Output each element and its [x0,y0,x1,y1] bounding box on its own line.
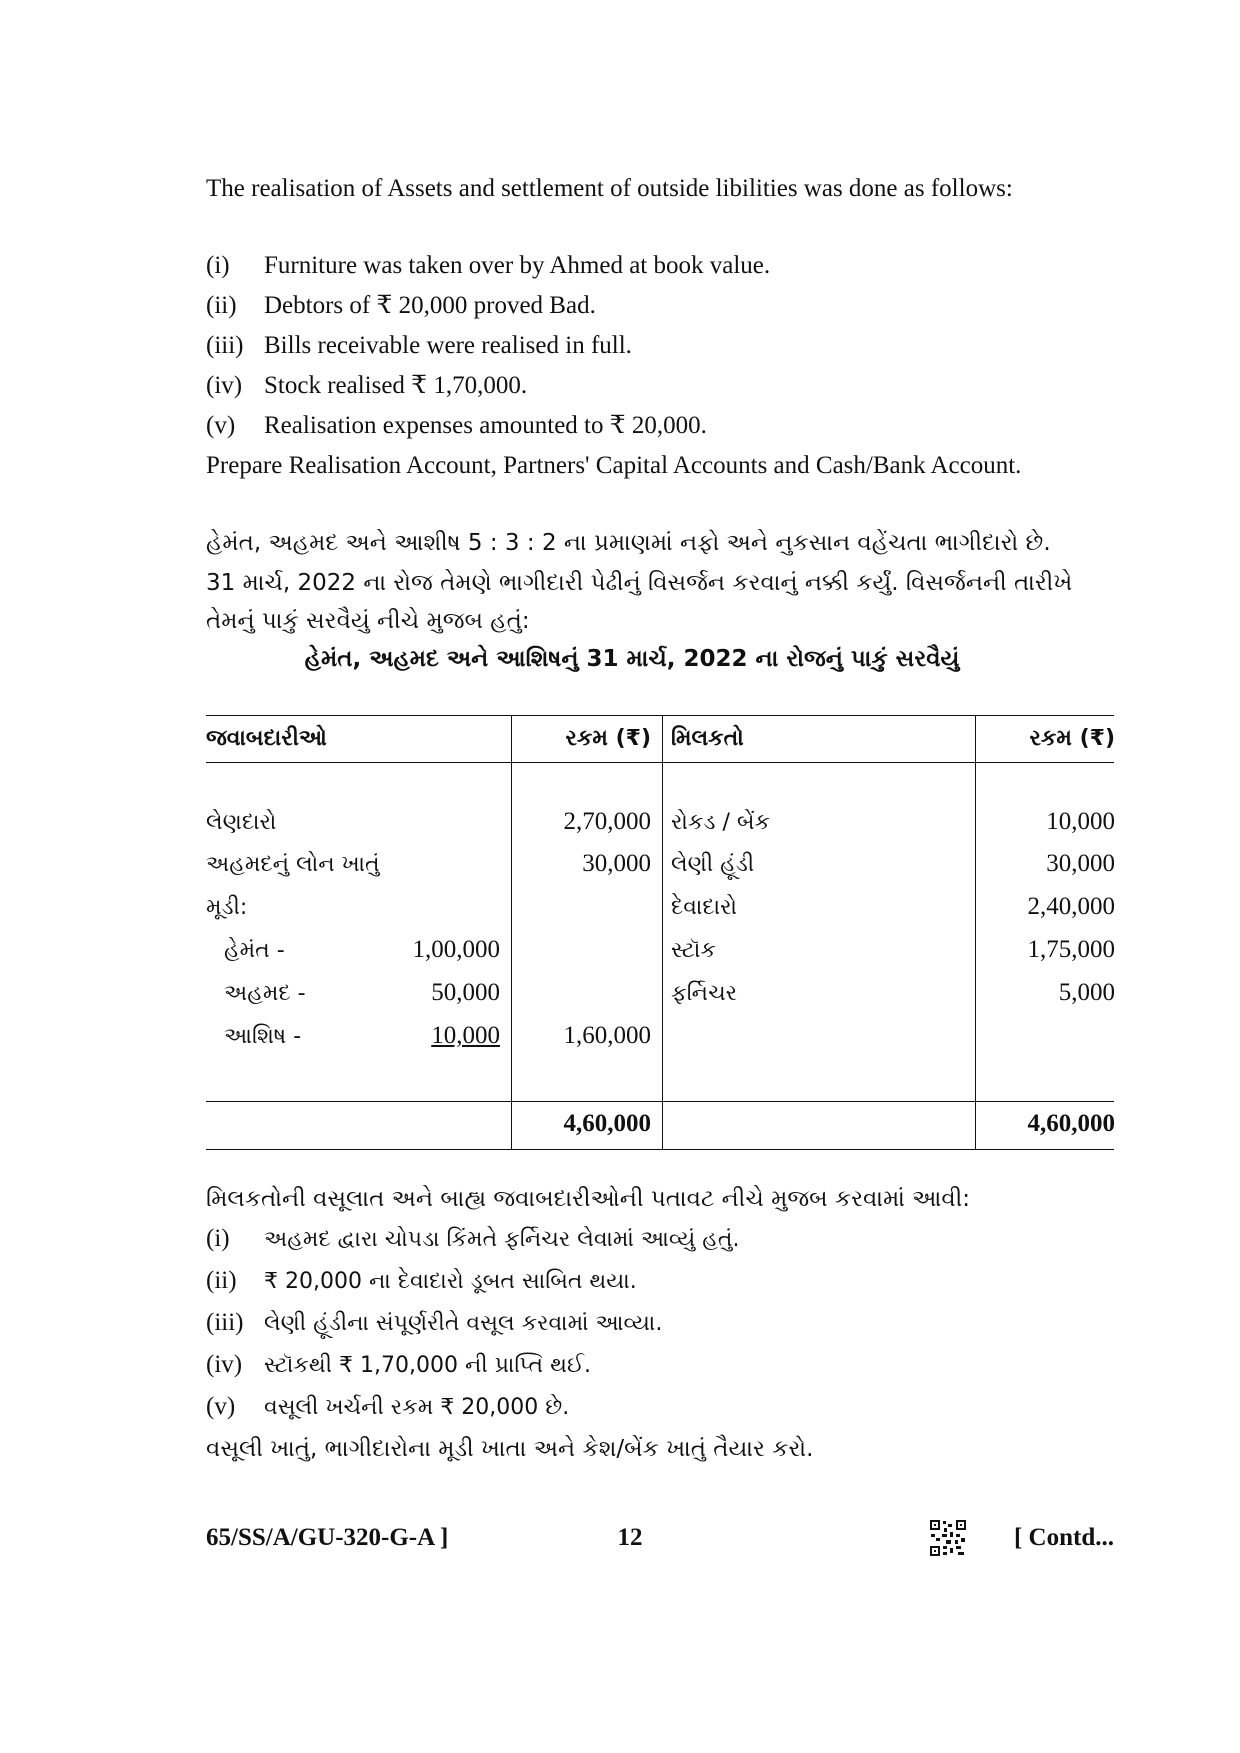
item-text: સ્ટૉકથી ₹ 1,70,000 ની પ્રાપ્તિ થઈ. [264,1353,591,1378]
liability-amount: 30,000 [582,850,651,877]
total-liabilities: 4,60,000 [563,1110,651,1137]
capital-partner-amount [340,1022,500,1050]
capital-partner-label: આશિષ - [224,1024,302,1049]
table-bottom-rule [206,1149,1114,1150]
asset-amount: 5,000 [1058,979,1115,1006]
english-intro: The realisation of Assets and settlement of outside libilities was done as follows: [206,175,1013,202]
asset-amount: 1,75,000 [1027,936,1115,963]
asset-label: સ્ટૉક [671,938,716,963]
page-number: 12 [617,1524,643,1551]
paper-code: 65/SS/A/GU-320-G-A ] [206,1524,449,1551]
item-number: (ii) [206,1267,237,1294]
item-text: Realisation expenses amounted to ₹ 20,000. [264,412,707,439]
gujarati-intro-line-2: 31 માર્ચ, 2022 ના રોજ તેમણે ભાગીદારી પેઢીનું વિસર્જન કરવાનું નક્કી કર્યું. વિસર્જનની તારીખે [206,570,1073,596]
asset-label: દેવાદારો [671,895,737,920]
english-item-1 [206,249,770,283]
total-assets: 4,60,000 [1027,1110,1115,1137]
english-instruction: Prepare Realisation Account, Partners' Capital Accounts and Cash/Bank Account. [206,452,1022,479]
item-text: લેણી હૂંડીના સંપૂર્ણરીતે વસૂલ કરવામાં આવ્યા. [264,1311,663,1336]
english-item-2 [206,289,596,323]
gujarati-intro-line-1: હેમંત, અહમદ અને આશીષ 5 : 3 : 2 ના પ્રમાણમાં નફો અને નુકસાન વહેંચતા ભાગીદારો છે. [206,530,1051,556]
gujarati-item-1 [206,1222,740,1257]
item-number: (v) [206,1393,236,1420]
gujarati-item-4 [206,1348,591,1383]
gujarati-item-3 [206,1306,662,1341]
qr-code-icon [928,1518,968,1558]
item-number: (i) [206,1225,230,1252]
item-number: (ii) [206,292,237,319]
liability-amount: 2,70,000 [563,808,651,835]
asset-amount: 10,000 [1046,808,1115,835]
gujarati-intro-line-3: તેમનું પાકું સરવૈયું નીચે મુજબ હતું: [206,608,530,634]
item-text: Bills receivable were realised in full. [264,332,632,359]
capital-partner-amount: 1,00,000 [412,936,500,963]
item-text: વસૂલી ખર્ચની રકમ ₹ 20,000 છે. [264,1395,570,1420]
gujarati-settlement-intro: મિલકતોની વસૂલાત અને બાહ્ય જવાબદારીઓની પતાવટ નીચે મુજબ કરવામાં આવી: [206,1186,971,1212]
continued-marker: [ Contd... [1013,1524,1114,1551]
table-col-divider [662,715,663,1149]
capital-partner-amount-value: 10,000 [431,1022,500,1049]
gujarati-item-5 [206,1390,569,1425]
item-number: (i) [206,252,230,279]
item-number: (iv) [206,1351,243,1378]
gujarati-instruction: વસૂલી ખાતું, ભાગીદારોના મૂડી ખાતા અને કેશ/બેંક ખાતું તૈયાર કરો. [206,1436,814,1462]
header-amount-assets: રકમ (₹) [1029,726,1115,751]
table-col-divider [511,715,512,1149]
capital-partner-label: હેમંત - [224,938,285,963]
asset-amount: 30,000 [1046,850,1115,877]
item-number: (iii) [206,332,244,359]
header-assets: મિલકતો [671,726,744,751]
english-item-5 [206,409,707,443]
english-item-3 [206,329,632,363]
item-number: (iii) [206,1309,244,1336]
gujarati-item-2 [206,1264,637,1299]
item-number: (iv) [206,372,243,399]
table-col-divider [975,715,976,1149]
english-item-4 [206,369,527,403]
balance-sheet-title: હેમંત, અહમદ અને આશિષનું 31 માર્ચ, 2022 ના રોજનું પાકું સરવૈયું [304,646,960,672]
asset-label: લેણી હૂંડી [671,852,755,877]
capital-partner-amount: 50,000 [431,979,500,1006]
item-number: (v) [206,412,236,439]
liability-label: અહમદનું લોન ખાતું [206,852,380,877]
asset-label: ફર્નિચર [671,981,738,1006]
table-top-rule [206,715,1114,716]
table-total-top-rule [206,1101,1114,1102]
header-amount-liabilities: રકમ (₹) [565,726,651,751]
item-text: Debtors of ₹ 20,000 proved Bad. [264,292,596,319]
asset-amount: 2,40,000 [1027,893,1115,920]
table-header-rule [206,762,1114,763]
capital-total-amount: 1,60,000 [563,1022,651,1049]
item-text: Furniture was taken over by Ahmed at book value. [264,252,771,279]
liability-label: મૂડી: [206,895,248,920]
asset-label: રોકડ / બેંક [671,810,771,835]
header-liabilities: જવાબદારીઓ [206,726,327,751]
item-text: ₹ 20,000 ના દેવાદારો ડૂબત સાબિત થયા. [264,1269,637,1294]
item-text: અહમદ દ્વારા ચોપડા કિંમતે ફર્નિચર લેવામાં આવ્યું હતું. [264,1227,740,1252]
item-text: Stock realised ₹ 1,70,000. [264,372,528,399]
liability-label: લેણદારો [206,810,277,835]
capital-partner-label: અહમદ - [224,981,306,1006]
